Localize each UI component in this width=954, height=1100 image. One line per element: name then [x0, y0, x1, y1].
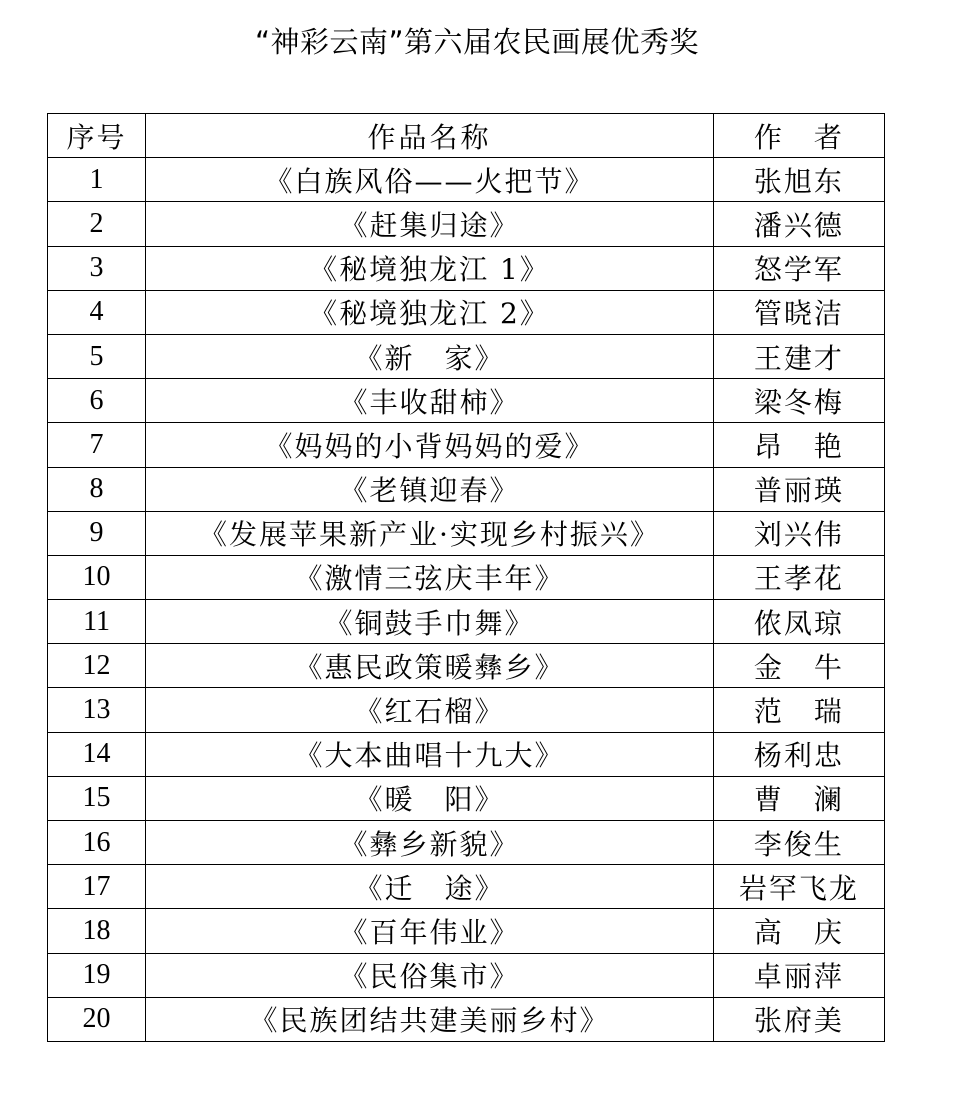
table-row — [48, 246, 885, 290]
row-number: 13 — [48, 688, 146, 732]
table-row — [48, 688, 885, 732]
table-row — [48, 953, 885, 997]
artist-name: 卓丽萍 — [713, 953, 884, 997]
artist-name: 侬凤琼 — [713, 600, 884, 644]
table-row — [48, 732, 885, 776]
artwork-title: 《老镇迎春》 — [146, 467, 714, 511]
artist-name: 普丽瑛 — [713, 467, 884, 511]
artist-name: 王孝花 — [713, 555, 884, 599]
page-title: “神彩云南”第六届农民画展优秀奖 — [254, 25, 700, 59]
table-row — [48, 997, 885, 1041]
artwork-title: 《妈妈的小背妈妈的爱》 — [146, 423, 714, 467]
artist-name: 李俊生 — [713, 821, 884, 865]
table-row — [48, 158, 885, 202]
artist-name: 梁冬梅 — [713, 379, 884, 423]
artwork-title: 《迁 途》 — [146, 865, 714, 909]
table-row — [48, 865, 885, 909]
artwork-title: 《赶集归途》 — [146, 202, 714, 246]
artwork-title: 《惠民政策暖彝乡》 — [146, 644, 714, 688]
table-row — [48, 644, 885, 688]
artwork-title: 《大本曲唱十九大》 — [146, 732, 714, 776]
row-number: 2 — [48, 202, 146, 246]
artist-name: 潘兴德 — [713, 202, 884, 246]
table-row — [48, 290, 885, 334]
row-number: 8 — [48, 467, 146, 511]
table-row — [48, 909, 885, 953]
row-number: 11 — [48, 600, 146, 644]
row-number: 18 — [48, 909, 146, 953]
artwork-title: 《铜鼓手巾舞》 — [146, 600, 714, 644]
row-number: 9 — [48, 511, 146, 555]
row-number: 10 — [48, 555, 146, 599]
artwork-title: 《新 家》 — [146, 334, 714, 378]
row-number: 4 — [48, 290, 146, 334]
table-header-row — [48, 114, 885, 158]
artwork-title: 《民俗集市》 — [146, 953, 714, 997]
artwork-title: 《暖 阳》 — [146, 776, 714, 820]
artist-name: 张旭东 — [713, 158, 884, 202]
artist-name: 管晓洁 — [713, 290, 884, 334]
artist-name: 怒学军 — [713, 246, 884, 290]
row-number: 14 — [48, 732, 146, 776]
table-row — [48, 821, 885, 865]
artwork-title: 《红石榴》 — [146, 688, 714, 732]
artist-name: 岩罕飞龙 — [713, 865, 884, 909]
column-header-number: 序号 — [48, 114, 146, 158]
table-row — [48, 467, 885, 511]
row-number: 6 — [48, 379, 146, 423]
table-body — [48, 158, 885, 1042]
table-row — [48, 555, 885, 599]
column-header-title: 作品名称 — [146, 114, 714, 158]
row-number: 5 — [48, 334, 146, 378]
table-row — [48, 511, 885, 555]
artwork-title: 《秘境独龙江 1》 — [146, 246, 714, 290]
artist-name: 刘兴伟 — [713, 511, 884, 555]
table-row — [48, 600, 885, 644]
artwork-title: 《发展苹果新产业·实现乡村振兴》 — [146, 511, 714, 555]
row-number: 7 — [48, 423, 146, 467]
artist-name: 王建才 — [713, 334, 884, 378]
artist-name: 曹 澜 — [713, 776, 884, 820]
column-header-author: 作 者 — [713, 114, 884, 158]
artist-name: 高 庆 — [713, 909, 884, 953]
artwork-title: 《激情三弦庆丰年》 — [146, 555, 714, 599]
table-row — [48, 202, 885, 246]
artwork-title: 《百年伟业》 — [146, 909, 714, 953]
awards-table — [47, 113, 885, 1042]
artwork-title: 《彝乡新貌》 — [146, 821, 714, 865]
row-number: 15 — [48, 776, 146, 820]
row-number: 19 — [48, 953, 146, 997]
artist-name: 金 牛 — [713, 644, 884, 688]
row-number: 1 — [48, 158, 146, 202]
artwork-title: 《丰收甜柿》 — [146, 379, 714, 423]
row-number: 3 — [48, 246, 146, 290]
artist-name: 昂 艳 — [713, 423, 884, 467]
row-number: 20 — [48, 997, 146, 1041]
artwork-title: 《白族风俗——火把节》 — [146, 158, 714, 202]
row-number: 17 — [48, 865, 146, 909]
artist-name: 张府美 — [713, 997, 884, 1041]
artist-name: 范 瑞 — [713, 688, 884, 732]
artwork-title: 《民族团结共建美丽乡村》 — [146, 997, 714, 1041]
table-row — [48, 334, 885, 378]
artwork-title: 《秘境独龙江 2》 — [146, 290, 714, 334]
row-number: 12 — [48, 644, 146, 688]
artist-name: 杨利忠 — [713, 732, 884, 776]
table-row — [48, 423, 885, 467]
row-number: 16 — [48, 821, 146, 865]
table-row — [48, 776, 885, 820]
table-row — [48, 379, 885, 423]
